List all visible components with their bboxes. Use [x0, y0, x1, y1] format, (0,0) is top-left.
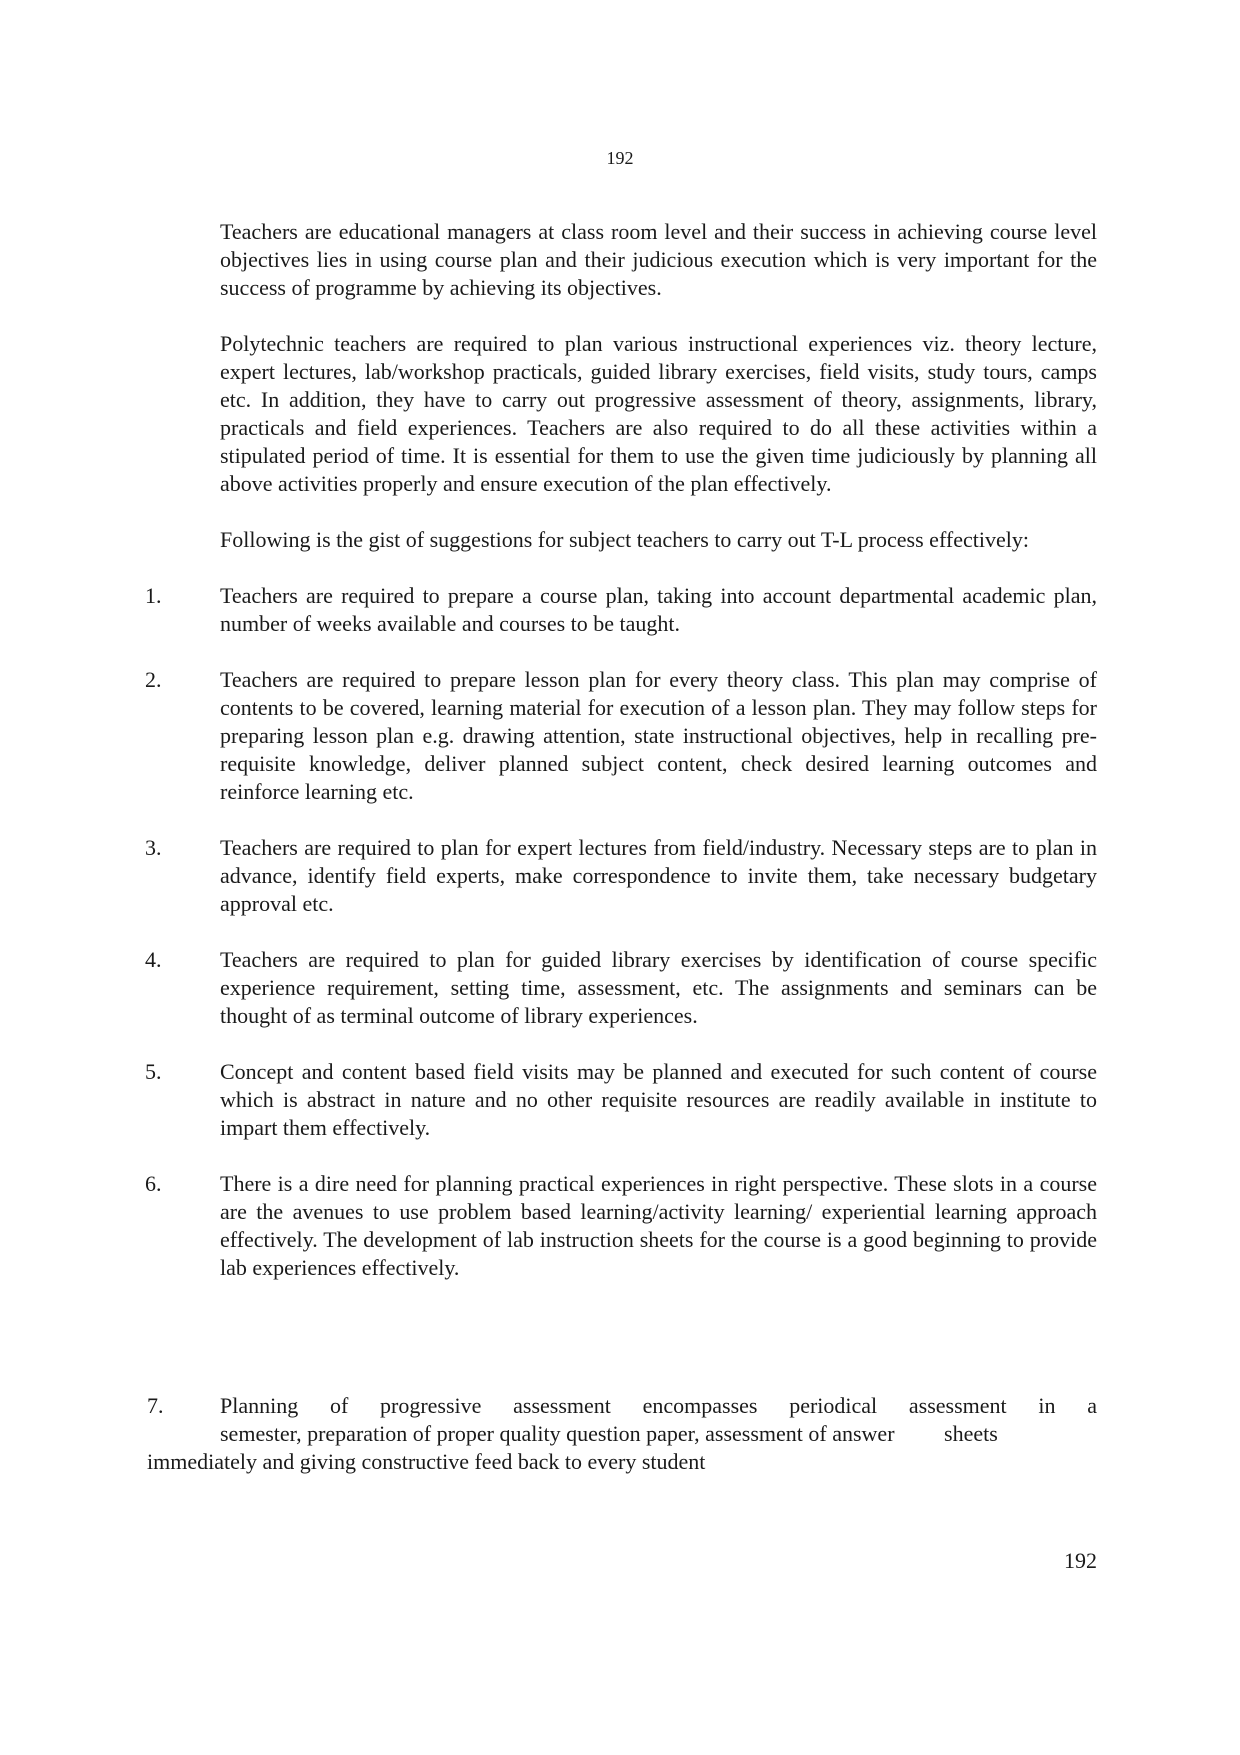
list-item-text: Teachers are required to prepare lesson plan for every theory class. This plan may comprise of contents to be covered, learning material for execution of a lesson plan. They may follow steps for preparing lesson plan e.g. drawing attention, state instructional objectives, help in recalling pre-requisite knowledge, deliver planned subject content, check desired learning outcomes and reinforce learning etc.	[220, 667, 1097, 804]
list-item	[145, 1170, 1097, 1282]
list-item-number: 1.	[145, 583, 162, 608]
list-item	[145, 834, 1097, 918]
list-item	[145, 946, 1097, 1030]
list-item	[145, 666, 1097, 806]
word: assessment	[513, 1393, 611, 1418]
list-item	[145, 582, 1097, 638]
word: of	[329, 1393, 349, 1418]
list-item-7-words	[220, 1392, 1097, 1420]
list-item-number: 4.	[145, 947, 162, 972]
page-number-top: 192	[606, 148, 634, 168]
word: a	[1087, 1393, 1097, 1418]
list-item-text: There is a dire need for planning practical experiences in right perspective. These slots in a course are the avenues to use problem based learning/activity learning/ experiential learning approach effectively. The development of lab instruction sheets for the course is a good beginning to provide lab experiences effectively.	[220, 1171, 1097, 1280]
word: periodical	[789, 1393, 878, 1418]
page-number-bottom: 192	[1064, 1548, 1097, 1573]
list-item-7-line-3: immediately and giving constructive feed back to every student	[147, 1449, 706, 1474]
list-item-number: 6.	[145, 1171, 162, 1196]
list-item	[145, 1058, 1097, 1142]
word: assessment	[908, 1393, 1007, 1418]
list-item-number: 7.	[147, 1393, 164, 1418]
list-item-number: 3.	[145, 835, 162, 860]
word: encompasses	[642, 1393, 758, 1418]
word: Planning	[220, 1393, 299, 1418]
list-item-text: Teachers are required to plan for expert lectures from field/industry. Necessary steps are to plan in advance, identify field experts, make correspondence to invite them, take necessary budgetary approval etc.	[220, 835, 1097, 916]
list-item-7	[147, 1392, 1097, 1476]
list-item-7-line-2: semester, preparation of proper quality question paper, assessment of answer sheets	[220, 1421, 998, 1446]
word: progressive	[380, 1393, 482, 1418]
list-item-number: 2.	[145, 667, 162, 692]
intro-paragraph-2: Polytechnic teachers are required to plan various instructional experiences viz. theory lecture, expert lectures, lab/workshop practicals, guided library exercises, field visits, study tours, camps etc. In addition, they have to carry out progressive assessment of theory, assignments, library, practicals and field experiences. Teachers are also required to do all these activities within a stipulated period of time. It is essential for them to use the given time judiciously by planning all above activities properly and ensure execution of the plan effectively.	[220, 331, 1097, 496]
word: in	[1038, 1393, 1056, 1418]
intro-paragraph-1: Teachers are educational managers at class room level and their success in achieving course level objectives lies in using course plan and their judicious execution which is very important for the success of programme by achieving its objectives.	[220, 219, 1097, 300]
list-item-number: 5.	[145, 1059, 162, 1084]
list-item-text: Teachers are required to plan for guided library exercises by identification of course specific experience requirement, setting time, assessment, etc. The assignments and seminars can be thought of as terminal outcome of library experiences.	[220, 947, 1097, 1028]
list-item-7-line-1	[147, 1392, 1097, 1420]
intro-paragraph-3: Following is the gist of suggestions for subject teachers to carry out T-L process effectively:	[220, 527, 1029, 552]
list-item-text: Concept and content based field visits may be planned and executed for such content of course which is abstract in nature and no other requisite resources are readily available in institute to impart them effectively.	[220, 1059, 1097, 1140]
body-content	[145, 218, 1097, 1310]
list-item-text: Teachers are required to prepare a course plan, taking into account departmental academic plan, number of weeks available and courses to be taught.	[220, 583, 1097, 636]
